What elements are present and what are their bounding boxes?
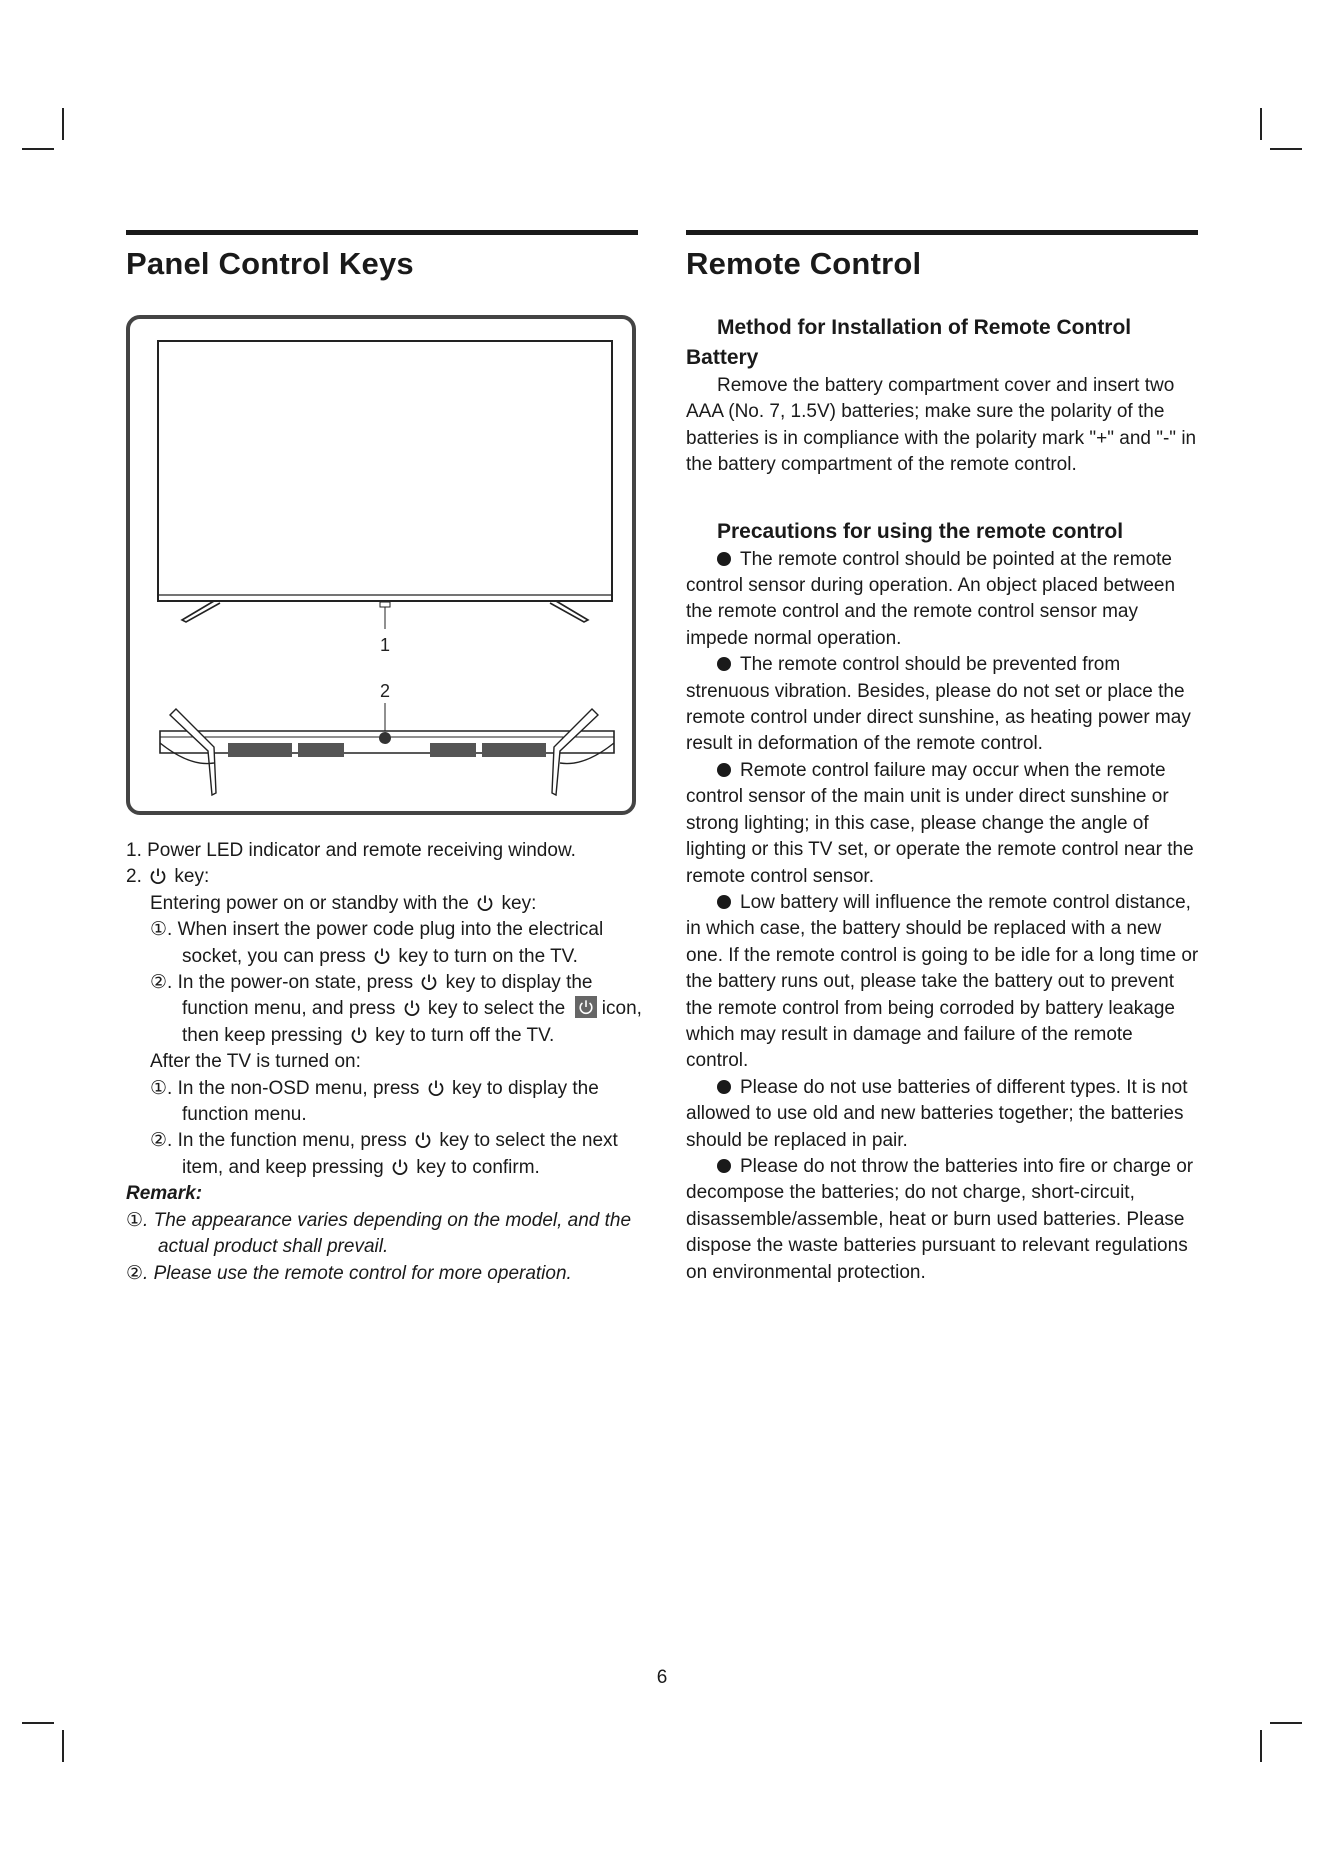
- bullet-dot-icon: [717, 1080, 731, 1094]
- bullet-dot-icon: [717, 657, 731, 671]
- power-icon: [476, 894, 494, 912]
- after-on: After the TV is turned on:: [150, 1051, 361, 1073]
- power-on-intro: Entering power on or standby with the key:: [150, 892, 537, 914]
- power-icon: [403, 999, 421, 1017]
- power-icon: [420, 973, 438, 991]
- crop-mark: [1260, 108, 1262, 140]
- power-icon: [350, 1026, 368, 1044]
- power-icon: [149, 867, 167, 885]
- step-2: ②. In the power-on state, press key to display the function menu, and press key to select the icon, then keep pressing key to turn off the TV.: [150, 972, 642, 1046]
- crop-mark: [22, 148, 54, 150]
- section-rule: [126, 230, 638, 235]
- section-rule: [686, 230, 1198, 235]
- remote-control-section: [686, 230, 1198, 282]
- bullet-dot-icon: [717, 552, 731, 566]
- power-menu-icon: [575, 996, 597, 1018]
- precaution-6: Please do not throw the batteries into fire or charge or decompose the batteries; do not charge, short-circuit, disassemble/assemble, heat or burn used batteries. Please dispose the waste batteries pursuant to relevant regulations on environmental protection.: [686, 1155, 1194, 1283]
- power-icon: [414, 1131, 432, 1149]
- bullet-dot-icon: [717, 895, 731, 909]
- remark-2: ②. Please use the remote control for more operation.: [126, 1262, 572, 1284]
- precautions-heading: Precautions for using the remote control: [717, 519, 1124, 543]
- panel-control-section: [126, 230, 638, 282]
- bullet-dot-icon: [717, 763, 731, 777]
- crop-mark: [1270, 148, 1302, 150]
- section-title: Panel Control Keys: [126, 246, 414, 281]
- tv-foot-left: [182, 601, 220, 622]
- section-title: Remote Control: [686, 246, 922, 281]
- power-icon: [391, 1158, 409, 1176]
- remark-1: ①. The appearance varies depending on the model, and the actual product shall prevail.: [126, 1209, 632, 1258]
- precaution-1: The remote control should be pointed at the remote control sensor during operation. An object placed between the remote control and the remote control sensor may impede normal operation.: [686, 548, 1176, 649]
- figure-label-1: 1: [379, 635, 391, 655]
- crop-mark: [1270, 1722, 1302, 1724]
- remark-title: Remark:: [126, 1183, 203, 1205]
- tv-screen: [158, 341, 612, 601]
- item-2: 2. key:: [126, 866, 210, 888]
- battery-text: Remove the battery compartment cover and insert two AAA (No. 7, 1.5V) batteries; make sure the polarity of the batteries is in compliance with the polarity mark "+" and "-" in the battery compartment of the remote control.: [686, 375, 1197, 476]
- battery-heading: Method for Installation of Remote Control: [717, 316, 1132, 339]
- tv-diagram: [126, 315, 636, 815]
- power-button-diagram: [379, 732, 391, 744]
- crop-mark: [22, 1722, 54, 1724]
- battery-heading-cont: Battery: [686, 346, 759, 369]
- remote-control-text: [686, 313, 1200, 1286]
- page-number: 6: [656, 1667, 668, 1688]
- step-1: ①. When insert the power code plug into the electrical socket, you can press key to turn on the TV.: [150, 919, 604, 967]
- crop-mark: [62, 1730, 64, 1762]
- bullet-dot-icon: [717, 1159, 731, 1173]
- step-3: ①. In the non-OSD menu, press key to display the function menu.: [150, 1077, 599, 1126]
- crop-mark: [1260, 1730, 1262, 1762]
- step-4: ②. In the function menu, press key to select the next item, and keep pressing key to confirm.: [150, 1130, 618, 1178]
- precaution-4: Low battery will influence the remote control distance, in which case, the battery should be replaced with a new one. If the remote control is going to be idle for a long time or the battery runs out, please take the battery out to prevent the remote control from being corroded by battery leakage which may result in damage and failure of the remote control.: [686, 891, 1199, 1072]
- precaution-2: The remote control should be prevented from strenuous vibration. Besides, please do not set or place the remote control under direct sunshine, as heating power may result in deformation of the remote control.: [686, 654, 1191, 755]
- item-1: 1. Power LED indicator and remote receiving window.: [126, 840, 576, 861]
- precaution-5: Please do not use batteries of different types. It is not allowed to use old and new batteries together; the batteries should be replaced in pair.: [686, 1076, 1188, 1151]
- tv-foot-right: [550, 601, 588, 622]
- precaution-3: Remote control failure may occur when the remote control sensor of the main unit is under direct sunshine or strong lighting; in this case, please change the angle of lighting or this TV set, or operate the remote control near the remote control sensor.: [686, 759, 1194, 887]
- crop-mark: [62, 108, 64, 140]
- power-icon: [373, 947, 391, 965]
- power-icon: [427, 1079, 445, 1097]
- panel-keys-text: [126, 838, 646, 1287]
- figure-label-2: 2: [379, 681, 391, 701]
